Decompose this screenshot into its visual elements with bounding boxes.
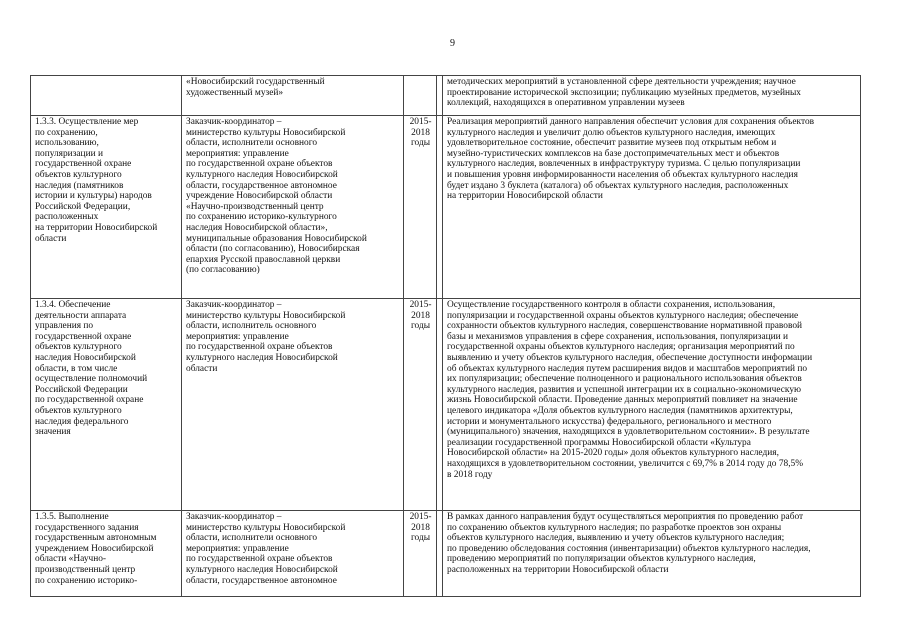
executor-cell: Заказчик-координатор – министерство культуры Новосибирской области, исполнители основного мероприятия: управление по государственной охране объектов культурного наследия Новосибирской области, государственное автономное [182, 511, 404, 597]
result-cell: В рамках данного направления будут осуществляться мероприятия по проведению работ по сохранению объектов культурного наследия; по разработке проектов зон охраны объектов культурного наследия, выявлению и учету объектов культурного наследия; по проведению обследования состояния (инвентаризации) объектов культурного наследия, проведению мероприятий по популяризации объектов культурного наследия, расположенных на территории Новосибирской области [443, 511, 861, 597]
table-row [31, 116, 861, 299]
years-cell: 2015- 2018 годы [404, 511, 437, 597]
years-cell: 2015- 2018 годы [404, 116, 437, 299]
result-cell: методических мероприятий в установленной сфере деятельности учреждения; научное проектирование исторической экспозиции; публикацию музейных предметов, музейных коллекций, находящихся в оперативном управлении музеев [443, 76, 861, 116]
executor-cell: Заказчик-координатор – министерство культуры Новосибирской области, исполнители основного мероприятия: управление по государственной охране объектов культурного наследия Новосибирской области, государственное автономное учреждение Новосибирской области «Научно-производственный центр по сохранению историко-культурного наследия Новосибирской области», муниципальные образования Новосибирской области (по согласованию), Новосибирская епархия Русской православной церкви (по согласованию) [182, 116, 404, 299]
executor-cell: Заказчик-координатор – министерство культуры Новосибирской области, исполнитель основного мероприятия: управление по государственной охране объектов культурного наследия Новосибирской области [182, 299, 404, 511]
measure-cell: 1.3.3. Осуществление мер по сохранению, использованию, популяризации и государственной охране объектов культурного наследия (памятников истории и культуры) народов Российской Федерации, расположенных на территории Новосибирской области [31, 116, 182, 299]
executor-cell: «Новосибирский государственный художественный музей» [182, 76, 404, 116]
measure-cell: 1.3.4. Обеспечение деятельности аппарата управления по государственной охране объектов культурного наследия Новосибирской области, в том числе осуществление полномочий Российской Федерации по государственной охране объектов культурного наследия федерального значения [31, 299, 182, 511]
measure-cell: 1.3.5. Выполнение государственного задания государственным автономным учреждением Новосибирской области «Научно- производственный центр по сохранению историко- [31, 511, 182, 597]
result-cell: Осуществление государственного контроля в области сохранения, использования, популяризации и государственной охраны объектов культурного наследия; обеспечение сохранности объектов культурного наследия, совершенствование нормативной правовой базы и механизмов управления в сфере сохранения, использования, популяризации и государственной охраны объектов культурного наследия; организация мероприятий по выявлению и учету объектов культурного наследия, обеспечение доступности информации об объектах культурного наследия путем расширения видов и масштабов мероприятий по их популяризации; обеспечение полноценного и рационального использования объектов культурного наследия, развития и успешной интеграции их в социально-экономическую жизнь Новосибирской области. Проведение данных мероприятий повлияет на значение целевого индикатора «Доля объектов культурного наследия (памятников архитектуры, истории и монументального искусства) федерального, регионального и местного (муниципального) значения, находящихся в удовлетворительном состоянии». В результате реализации государственной программы Новосибирской области «Культура Новосибирской области» на 2015-2020 годы» доля объектов культурного наследия, находящихся в удовлетворительном состоянии, увеличится с 69,7% в 2014 году до 78,5% в 2018 году [443, 299, 861, 511]
table-row [31, 511, 861, 597]
table-row [31, 299, 861, 511]
years-cell [404, 76, 437, 116]
table-row [31, 76, 861, 116]
measure-cell [31, 76, 182, 116]
page-number: 9 [450, 38, 455, 49]
program-measures-table [30, 75, 861, 597]
years-cell: 2015- 2018 годы [404, 299, 437, 511]
result-cell: Реализация мероприятий данного направления обеспечит условия для сохранения объектов культурного наследия и увеличит долю объектов культурного наследия, имеющих удовлетворительное состояние, обеспечит развитие музеев под открытым небом и музейно-туристических комплексов на базе достопримечательных мест и объектов культурного наследия, вовлеченных в инфраструктуру туризма. С целью популяризации и повышения уровня информированности населения об объектах культурного наследия будет издано 3 буклета (каталога) об объектах культурного наследия, расположенных на территории Новосибирской области [443, 116, 861, 299]
